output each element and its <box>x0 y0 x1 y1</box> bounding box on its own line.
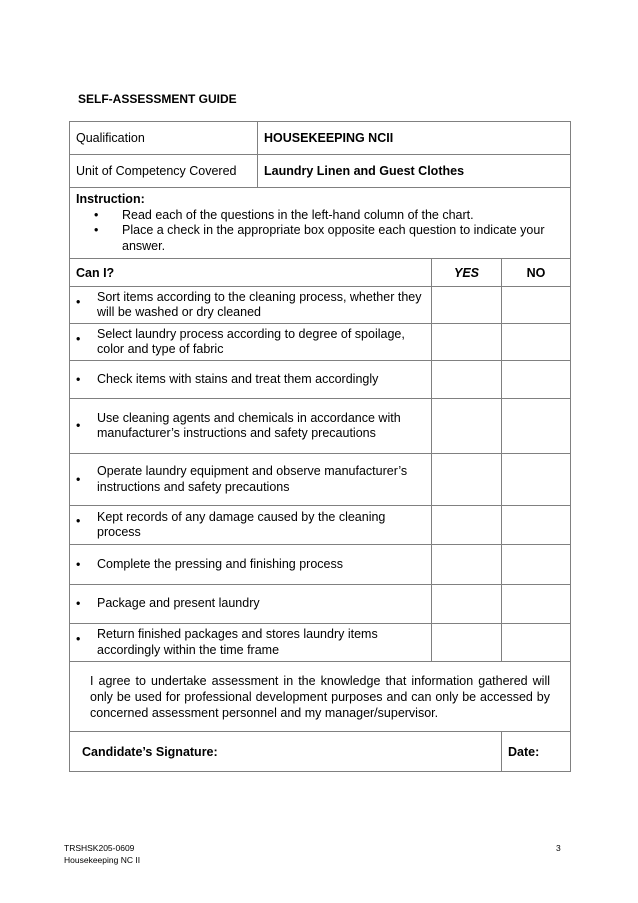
footer-qualification: Housekeeping NC II <box>64 855 141 865</box>
checklist-row <box>70 585 571 624</box>
page-title: SELF-ASSESSMENT GUIDE <box>78 92 237 106</box>
checklist-row <box>70 361 571 399</box>
yes-checkbox[interactable] <box>432 287 502 324</box>
signature-row <box>70 732 571 772</box>
footer-code: TRSHSK205-0609 <box>64 843 135 853</box>
agreement-text: I agree to undertake assessment in the knowledge that information gathered will only be used for professional development purposes and can only be accessed by concerned assessment personnel and my manager/supervisor. <box>70 662 571 732</box>
instruction-heading: Instruction: <box>76 192 145 206</box>
header-yes: YES <box>432 259 502 287</box>
checklist-row <box>70 506 571 545</box>
instruction-block <box>70 188 571 259</box>
no-checkbox[interactable] <box>502 324 571 361</box>
no-checkbox[interactable] <box>502 624 571 662</box>
unit-label: Unit of Competency Covered <box>70 155 258 188</box>
checklist-question: • Select laundry process according to degree of spoilage, color and type of fabric <box>70 324 432 361</box>
bullet-icon: • <box>76 295 81 309</box>
yes-checkbox[interactable] <box>432 506 502 545</box>
checklist-question: • Sort items according to the cleaning process, whether they will be washed or dry cleaned <box>70 287 432 324</box>
checklist-question: • Operate laundry equipment and observe manufacturer’s instructions and safety precautions <box>70 454 432 506</box>
yes-checkbox[interactable] <box>432 545 502 585</box>
bullet-icon: • <box>76 371 81 386</box>
checklist-row <box>70 324 571 361</box>
checklist-question: • Return finished packages and stores laundry items accordingly within the time frame <box>70 624 432 662</box>
no-checkbox[interactable] <box>502 545 571 585</box>
checklist-header-row <box>70 259 571 287</box>
no-checkbox[interactable] <box>502 399 571 454</box>
bullet-icon: • <box>76 418 81 433</box>
checklist-question: • Package and present laundry <box>70 585 432 624</box>
header-question: Can I? <box>70 259 432 287</box>
checklist-question: • Complete the pressing and finishing process <box>70 545 432 585</box>
bullet-icon: • <box>76 332 81 346</box>
yes-checkbox[interactable] <box>432 324 502 361</box>
qualification-row <box>70 122 571 155</box>
checklist-question: • Kept records of any damage caused by the cleaning process <box>70 506 432 545</box>
candidate-signature-field[interactable]: Candidate’s Signature: <box>70 732 502 772</box>
no-checkbox[interactable] <box>502 506 571 545</box>
qualification-label: Qualification <box>70 122 258 155</box>
bullet-icon: • <box>94 223 99 237</box>
no-checkbox[interactable] <box>502 454 571 506</box>
checklist-row <box>70 545 571 585</box>
checklist-row <box>70 454 571 506</box>
checklist-question: • Check items with stains and treat them accordingly <box>70 361 432 399</box>
unit-row <box>70 155 571 188</box>
bullet-icon: • <box>76 514 81 528</box>
instruction-item: • Read each of the questions in the left-hand column of the chart. <box>94 207 474 222</box>
no-checkbox[interactable] <box>502 287 571 324</box>
date-field[interactable]: Date: <box>502 732 571 772</box>
agreement-row <box>70 662 571 732</box>
instruction-item: • Place a check in the appropriate box opposite each question to indicate your answer. <box>94 223 545 253</box>
checklist-question: • Use cleaning agents and chemicals in accordance with manufacturer’s instructions and safety precautions <box>70 399 432 454</box>
no-checkbox[interactable] <box>502 585 571 624</box>
yes-checkbox[interactable] <box>432 399 502 454</box>
bullet-icon: • <box>76 556 81 571</box>
bullet-icon: • <box>76 596 81 611</box>
bullet-icon: • <box>76 471 81 486</box>
bullet-icon: • <box>76 632 81 646</box>
unit-value: Laundry Linen and Guest Clothes <box>258 155 571 188</box>
yes-checkbox[interactable] <box>432 361 502 399</box>
self-assessment-table <box>69 121 571 772</box>
checklist-row <box>70 287 571 324</box>
checklist-row <box>70 399 571 454</box>
header-no: NO <box>502 259 571 287</box>
no-checkbox[interactable] <box>502 361 571 399</box>
bullet-icon: • <box>94 207 99 222</box>
qualification-value: HOUSEKEEPING NCII <box>258 122 571 155</box>
page-number: 3 <box>556 843 561 853</box>
instruction-list <box>76 208 564 255</box>
yes-checkbox[interactable] <box>432 624 502 662</box>
yes-checkbox[interactable] <box>432 454 502 506</box>
checklist-row <box>70 624 571 662</box>
yes-checkbox[interactable] <box>432 585 502 624</box>
instruction-row <box>70 188 571 259</box>
